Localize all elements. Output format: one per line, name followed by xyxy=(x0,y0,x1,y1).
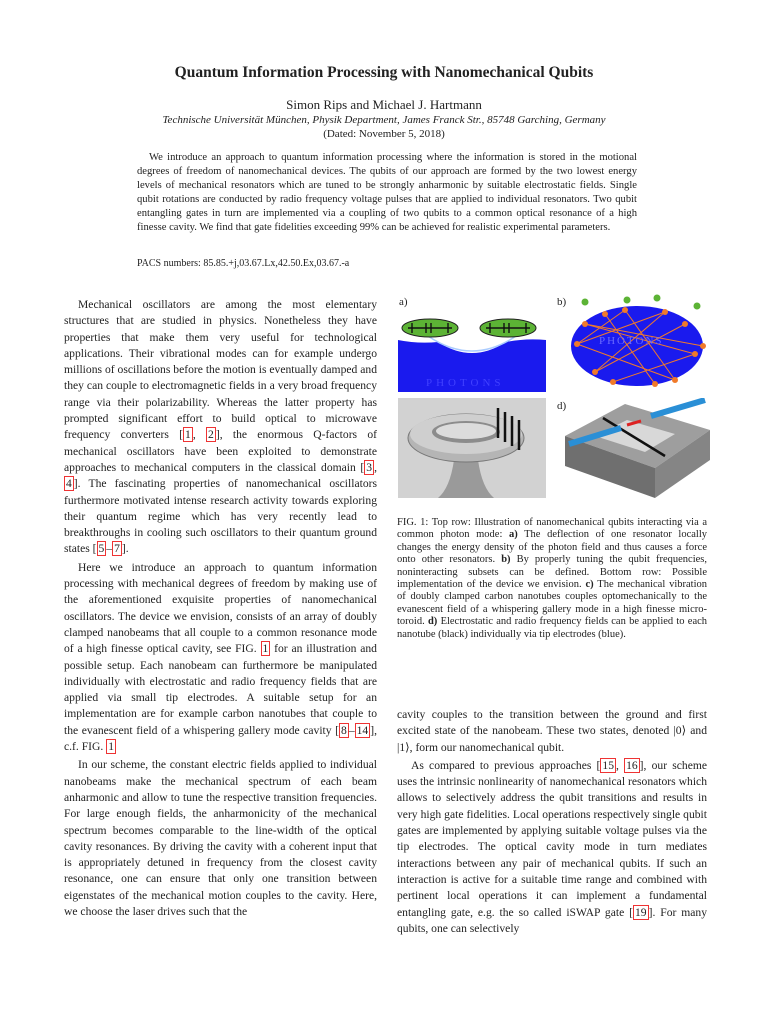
ref-link[interactable]: 3 xyxy=(366,460,373,474)
affiliation: Technische Universität München, Physik Department, James Franck Str., 85748 Garching, Germany xyxy=(162,114,606,126)
abstract: We introduce an approach to quantum information processing where the information is stored in the motional degrees of freedom of nanomechanical devices. The qubits of our approach are formed by the two lowest energy levels of mechanical resonators which are tuned to be strongly anharmonic by suitable electrostatic fields. Single qubit rotations are conducted by radio frequency voltage pulses that are applied to individual resonators. Two qubit entangling gates in turn are implemented via a coupling of two qubits to a common optical resonance of a high finesse cavity. We find that gate fidelities exceeding 99% can be achieved for realistic experimental parameters. xyxy=(137,152,637,234)
left-column xyxy=(64,297,377,922)
paragraph-scheme: In our scheme, the constant electric fields applied to individual nanobeams make the mechanical spectrum of each beam anharmonic and allow to tune the respective transition frequencies. For large enough fields, the anharmonicity of the mechanical spectrum becomes comparable to the line-width of the optical cavity resonances. By driving the cavity with a coherent input that is appropriately detuned in frequency from the closest cavity resonance, one can ensure that only one transition between eigenstates of the mechanical motion couples to the cavity. Here, we choose the laser drives such that the xyxy=(64,758,377,918)
fig-link[interactable]: 1 xyxy=(262,642,269,656)
right-column xyxy=(397,707,707,939)
ref-link[interactable]: 4 xyxy=(66,477,72,491)
date-line: (Dated: November 5, 2018) xyxy=(323,128,445,140)
fig-link[interactable]: 1 xyxy=(108,740,114,754)
ref-link[interactable]: 19 xyxy=(635,905,647,919)
ref-link[interactable]: 1 xyxy=(185,428,191,442)
figure-caption: FIG. 1: Top row: Illustration of nanomechanical qubits interacting via a common photon mode: a) The deflection of one resonator locally changes the energy density of the photon field and thus causes a force onto other resonators. b) By properly tuning the qubit frequencies, noninteracting subsets can be defined. Bottom row: Possible implementation of the device we envision. c) The mechanical vibration of doubly clamped carbon nanotubes couples optomechanically to the evanescent field of a whispering gallery mode in a high finesse micro-toroid. d) Electrostatic and radio frequency fields can be applied to each nanotube (black) individually via tip electrodes (blue). xyxy=(397,517,708,640)
pacs-numbers: PACS numbers: 85.85.+j,03.67.Lx,42.50.Ex,03.67.-a xyxy=(137,258,350,269)
panel-label-a: a) xyxy=(399,296,408,308)
ref-link[interactable]: 14 xyxy=(356,723,369,737)
ref-link[interactable]: 2 xyxy=(208,428,214,442)
paragraph-comparison: As compared to previous approaches [ 15 , 16 ], our scheme uses the intrinsic nonlinearity of nanomechanical resonators which allows to selectively address the qubit transitions and results in very high gate fidelities. Local operations respectively single qubit gates are implemented by applying suitable voltage pulses via the tip electrodes. The optical cavity mode in turn mediates interactions between any pair of mechanical qubits. If such an interaction is active for a suitable time range and combined with pertinent local operations it can implement a fundamental entangling gate, e.g. the so called iSWAP gate [ 19 ]. For many qubits, one can selectively xyxy=(397,758,708,935)
figure-panel-b xyxy=(565,294,715,396)
ref-link[interactable]: 8 xyxy=(341,723,347,737)
paragraph-approach: Here we introduce an approach to quantum information processing with mechanical degrees of freedom by making use of the aforementioned exquisite properties of nanomechanical oscillators. The device we envision, consists of an array of doubly clamped nanobeams that all couple to a common resonance mode of a high finesse optical cavity, see FIG. 1 for an illustration and possible setup. Each nanobeam can furthermore be manipulated individually with electrostatic and radio frequency fields that are applied via small tip electrodes. A suitable setup for an implementation are for example carbon nanotubes that couple to the evanescent field of a whispering gallery mode cavity [ 8 – 14 ], c.f. FIG. 1 xyxy=(64,560,377,754)
ref-link[interactable]: 16 xyxy=(626,758,638,772)
figure-panel-a xyxy=(398,306,546,392)
ref-link[interactable]: 7 xyxy=(114,542,120,556)
authors: Simon Rips and Michael J. Hartmann xyxy=(286,97,482,112)
ref-link[interactable]: 5 xyxy=(98,542,105,556)
figure-panel-d xyxy=(565,398,710,498)
panel-label-b: b) xyxy=(557,296,567,308)
panel-label-d: d) xyxy=(557,400,567,412)
figure-panel-c xyxy=(398,398,546,498)
paragraph-intro: Mechanical oscillators are among the most elementary structures that are studied in physics. Nonetheless they have properties that make them very useful for technological applications. Their vibrational modes can for example undergo millions of oscillations before the motion is eventually damped and they can couple to electromagnetic fields in a very broad frequency range via their polarizability. Whereas the latter property has prompted significant effort to build optical to microwave frequency converters [ 1 , 2 ], the enormous Q-factors of mechanical oscillators have been exploited to demonstrate approaches to mechanical computers in the classical domain [ 3 , 4 ]. The fascinating properties of nanomechanical oscillators furthermore motivated intense research activity towards exploring their quantum regime which has very recently lead to breakthroughs in cooling such oscillators to their quantum ground states [ 5 – 7 ]. xyxy=(64,298,377,556)
paragraph-qubit-states: cavity couples to the transition between the ground and first excited state of the nanobeam. These two states, denoted |0⟩ and |1⟩, form our nanomechanical qubit. xyxy=(397,708,707,754)
photons-label-b: PHOTONS xyxy=(599,335,664,347)
paper-title: Quantum Information Processing with Nanomechanical Qubits xyxy=(174,64,594,81)
ref-link[interactable]: 15 xyxy=(602,758,614,772)
photons-label-a: PHOTONS xyxy=(426,377,505,389)
